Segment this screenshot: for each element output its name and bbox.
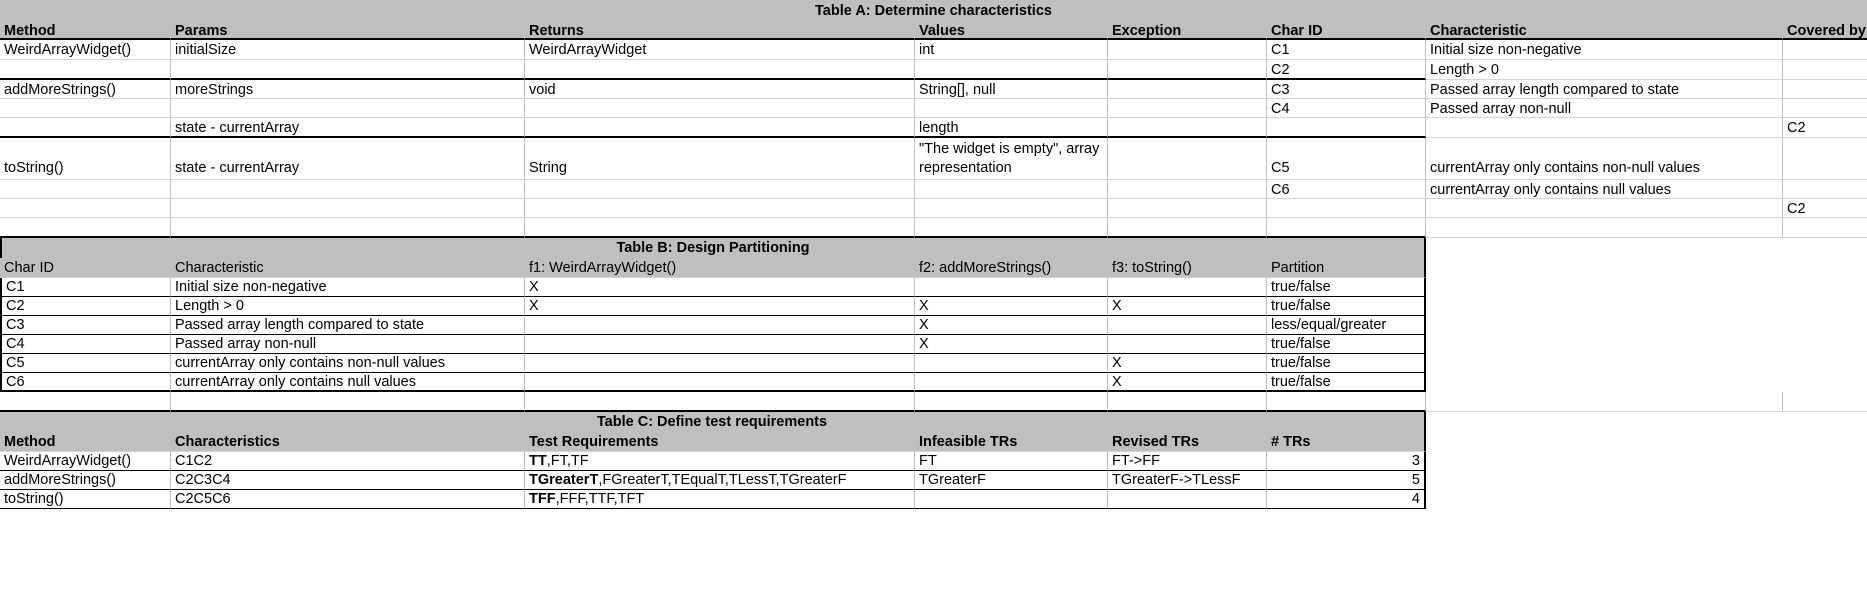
- table-cell[interactable]: X: [915, 297, 1108, 316]
- empty-cell[interactable]: [171, 218, 525, 238]
- table-row: [0, 335, 1426, 354]
- header-cell[interactable]: # TRs: [1267, 432, 1426, 452]
- table-cell[interactable]: X: [915, 335, 1108, 354]
- table-cell[interactable]: [525, 354, 915, 373]
- table-cell[interactable]: toString(): [0, 138, 171, 180]
- table-cell[interactable]: [0, 118, 171, 138]
- table-cell[interactable]: [0, 60, 171, 80]
- table-cell[interactable]: [525, 316, 915, 335]
- table-cell[interactable]: C2C5C6: [171, 490, 525, 509]
- table-cell[interactable]: [525, 180, 915, 199]
- empty-cell[interactable]: [915, 392, 1108, 412]
- table-cell[interactable]: FT: [915, 452, 1108, 471]
- table-cell[interactable]: [171, 180, 525, 199]
- table-cell[interactable]: WeirdArrayWidget(): [0, 40, 171, 60]
- table-row: [0, 452, 1426, 471]
- header-cell[interactable]: Characteristics: [171, 432, 525, 452]
- table-cell[interactable]: less/equal/greater: [1267, 316, 1426, 335]
- table-cell[interactable]: C1: [0, 278, 171, 297]
- table-cell[interactable]: currentArray only contains non-null values: [171, 354, 525, 373]
- table-cell[interactable]: currentArray only contains non-null values: [1426, 138, 1783, 180]
- table-cell[interactable]: TGreaterF: [915, 471, 1108, 490]
- table-row: [0, 297, 1426, 316]
- table-cell[interactable]: true/false: [1267, 354, 1426, 373]
- table-cell[interactable]: TGreaterF->TLessF: [1108, 471, 1267, 490]
- table-cell[interactable]: C6: [1267, 180, 1426, 199]
- table-cell[interactable]: [915, 490, 1108, 509]
- table-cell[interactable]: [171, 199, 525, 218]
- table-cell[interactable]: [915, 278, 1108, 297]
- empty-cell[interactable]: [1783, 392, 1867, 412]
- header-cell[interactable]: Covered by: [1783, 22, 1867, 40]
- table-cell[interactable]: WeirdArrayWidget: [525, 40, 915, 60]
- table-c-header: [0, 432, 1426, 452]
- table-cell[interactable]: X: [1108, 297, 1267, 316]
- spacer-row: [0, 218, 1867, 238]
- table-row: [0, 316, 1426, 335]
- table-cell[interactable]: true/false: [1267, 278, 1426, 297]
- table-cell[interactable]: currentArray only contains null values: [1426, 180, 1783, 199]
- table-cell[interactable]: [1426, 118, 1783, 138]
- table-row: [0, 490, 1426, 509]
- header-cell[interactable]: Infeasible TRs: [915, 432, 1108, 452]
- empty-cell[interactable]: [1267, 218, 1426, 238]
- table-cell[interactable]: addMoreStrings(): [0, 80, 171, 99]
- table-cell[interactable]: [1108, 99, 1267, 118]
- table-row: [0, 373, 1426, 392]
- table-cell[interactable]: Length > 0: [171, 297, 525, 316]
- test-requirements-cell[interactable]: [525, 452, 915, 471]
- table-cell[interactable]: 5: [1267, 471, 1426, 490]
- empty-cell[interactable]: [1426, 392, 1783, 412]
- table-cell[interactable]: toString(): [0, 490, 171, 509]
- table-cell[interactable]: [1108, 335, 1267, 354]
- header-cell[interactable]: f1: WeirdArrayWidget(): [525, 258, 915, 278]
- table-a-title: Table A: Determine characteristics: [815, 3, 1052, 19]
- header-cell[interactable]: Method: [0, 432, 171, 452]
- bold-requirement: TFF: [529, 491, 556, 507]
- table-cell[interactable]: C2C3C4: [171, 471, 525, 490]
- table-cell[interactable]: [1783, 180, 1867, 199]
- bold-requirement: TT: [529, 453, 547, 469]
- table-cell[interactable]: "The widget is empty", array representation: [915, 138, 1108, 180]
- empty-cell[interactable]: [1426, 218, 1783, 238]
- test-requirements-cell[interactable]: [525, 471, 915, 490]
- table-a-body: [0, 40, 1867, 218]
- table-cell[interactable]: C2: [0, 297, 171, 316]
- header-cell[interactable]: Test Requirements: [525, 432, 915, 452]
- table-cell[interactable]: length: [915, 118, 1108, 138]
- table-cell[interactable]: C5: [0, 354, 171, 373]
- table-cell[interactable]: Initial size non-negative: [171, 278, 525, 297]
- table-cell[interactable]: initialSize: [171, 40, 525, 60]
- other-requirements: ,FGreaterT,TEqualT,TLessT,TGreaterF: [598, 472, 847, 488]
- table-cell[interactable]: [1108, 80, 1267, 99]
- spacer-row: [0, 392, 1867, 412]
- table-cell[interactable]: [1108, 138, 1267, 180]
- table-row: [0, 278, 1426, 297]
- table-b-header: [0, 258, 1426, 278]
- other-requirements: ,FT,TF: [546, 453, 589, 469]
- table-cell[interactable]: [1783, 99, 1867, 118]
- table-cell[interactable]: int: [915, 40, 1108, 60]
- table-cell[interactable]: true/false: [1267, 335, 1426, 354]
- empty-cell[interactable]: [1267, 392, 1426, 412]
- header-cell[interactable]: Values: [915, 22, 1108, 40]
- table-cell[interactable]: [1108, 278, 1267, 297]
- header-cell[interactable]: Characteristic: [1426, 22, 1783, 40]
- table-cell[interactable]: [1783, 40, 1867, 60]
- table-cell[interactable]: true/false: [1267, 297, 1426, 316]
- table-cell[interactable]: X: [525, 278, 915, 297]
- table-row: [0, 40, 1867, 60]
- header-cell[interactable]: Params: [171, 22, 525, 40]
- empty-cell[interactable]: [1783, 218, 1867, 238]
- table-row: [0, 180, 1867, 199]
- header-cell[interactable]: Partition: [1267, 258, 1426, 278]
- table-cell[interactable]: [0, 180, 171, 199]
- table-cell[interactable]: X: [915, 316, 1108, 335]
- empty-cell[interactable]: [0, 218, 171, 238]
- header-cell[interactable]: Exception: [1108, 22, 1267, 40]
- table-cell[interactable]: [0, 199, 171, 218]
- table-c-title: Table C: Define test requirements: [0, 412, 1426, 432]
- table-cell[interactable]: X: [1108, 373, 1267, 392]
- table-row: [0, 199, 1867, 218]
- table-cell[interactable]: [1108, 316, 1267, 335]
- table-cell[interactable]: [1108, 60, 1267, 80]
- table-cell[interactable]: moreStrings: [171, 80, 525, 99]
- table-cell[interactable]: C3: [0, 316, 171, 335]
- table-cell[interactable]: [915, 99, 1108, 118]
- table-cell[interactable]: [171, 60, 525, 80]
- table-cell[interactable]: Initial size non-negative: [1426, 40, 1783, 60]
- bold-requirement: TGreaterT: [529, 472, 599, 488]
- table-cell[interactable]: C5: [1267, 138, 1426, 180]
- table-row: [0, 354, 1426, 373]
- table-b-body: [0, 278, 1867, 392]
- header-cell[interactable]: Characteristic: [171, 258, 525, 278]
- table-cell[interactable]: [525, 60, 915, 80]
- table-cell[interactable]: state - currentArray: [171, 118, 525, 138]
- table-cell[interactable]: String[], null: [915, 80, 1108, 99]
- table-cell[interactable]: [915, 60, 1108, 80]
- table-cell[interactable]: FT->FF: [1108, 452, 1267, 471]
- empty-cell[interactable]: [1108, 218, 1267, 238]
- table-cell[interactable]: C2: [1783, 118, 1867, 138]
- table-cell[interactable]: WeirdArrayWidget(): [0, 452, 171, 471]
- table-cell[interactable]: Passed array length compared to state: [1426, 80, 1783, 99]
- table-cell[interactable]: Passed array length compared to state: [171, 316, 525, 335]
- table-cell[interactable]: C3: [1267, 80, 1426, 99]
- table-cell[interactable]: Passed array non-null: [1426, 99, 1783, 118]
- table-cell[interactable]: [171, 99, 525, 118]
- empty-cell[interactable]: [525, 392, 915, 412]
- table-cell[interactable]: C1C2: [171, 452, 525, 471]
- test-requirements-cell[interactable]: [525, 490, 915, 509]
- empty-cell[interactable]: [1108, 392, 1267, 412]
- header-cell[interactable]: Char ID: [0, 258, 171, 278]
- empty-cell[interactable]: [0, 392, 171, 412]
- table-cell[interactable]: [1267, 199, 1426, 218]
- empty-cell[interactable]: [915, 218, 1108, 238]
- table-cell[interactable]: [1267, 118, 1426, 138]
- table-cell[interactable]: [1783, 60, 1867, 80]
- table-row: [0, 118, 1867, 138]
- empty-cell[interactable]: [171, 392, 525, 412]
- table-cell[interactable]: [1783, 80, 1867, 99]
- other-requirements: ,FFF,TTF,TFT: [555, 491, 645, 507]
- table-cell[interactable]: C6: [0, 373, 171, 392]
- table-row: [0, 80, 1867, 99]
- header-cell[interactable]: Returns: [525, 22, 915, 40]
- header-cell[interactable]: Revised TRs: [1108, 432, 1267, 452]
- table-cell[interactable]: C1: [1267, 40, 1426, 60]
- table-row: [0, 99, 1867, 118]
- table-cell[interactable]: [1426, 199, 1783, 218]
- table-cell[interactable]: Length > 0: [1426, 60, 1783, 80]
- table-cell[interactable]: 4: [1267, 490, 1426, 509]
- table-c-title-row: [0, 412, 1867, 432]
- table-cell[interactable]: [1108, 199, 1267, 218]
- table-cell[interactable]: [1108, 490, 1267, 509]
- table-cell[interactable]: C2: [1783, 199, 1867, 218]
- header-cell[interactable]: Method: [0, 22, 171, 40]
- table-cell[interactable]: [1108, 40, 1267, 60]
- table-cell[interactable]: [525, 373, 915, 392]
- table-cell[interactable]: C4: [0, 335, 171, 354]
- table-cell[interactable]: C2: [1267, 60, 1426, 80]
- table-cell[interactable]: [525, 199, 915, 218]
- table-cell[interactable]: [1108, 180, 1267, 199]
- table-b-title-row: [0, 238, 1867, 258]
- table-cell[interactable]: X: [525, 297, 915, 316]
- table-cell[interactable]: true/false: [1267, 373, 1426, 392]
- table-cell[interactable]: currentArray only contains null values: [171, 373, 525, 392]
- empty-cell[interactable]: [525, 218, 915, 238]
- table-cell[interactable]: void: [525, 80, 915, 99]
- table-row: [0, 138, 1867, 180]
- table-a-title-row: [0, 0, 1867, 22]
- table-cell[interactable]: [915, 180, 1108, 199]
- table-cell[interactable]: addMoreStrings(): [0, 471, 171, 490]
- table-row: [0, 471, 1426, 490]
- table-cell[interactable]: [1783, 138, 1867, 180]
- header-cell[interactable]: f3: toString(): [1108, 258, 1267, 278]
- table-cell[interactable]: C4: [1267, 99, 1426, 118]
- table-cell[interactable]: [915, 199, 1108, 218]
- table-cell[interactable]: state - currentArray: [171, 138, 525, 180]
- table-row: [0, 60, 1867, 80]
- table-cell[interactable]: [1108, 118, 1267, 138]
- table-cell[interactable]: 3: [1267, 452, 1426, 471]
- table-cell[interactable]: [915, 373, 1108, 392]
- table-cell[interactable]: Passed array non-null: [171, 335, 525, 354]
- table-cell[interactable]: [0, 99, 171, 118]
- table-b-title: Table B: Design Partitioning: [0, 238, 1426, 258]
- table-c-body: [0, 452, 1867, 509]
- table-cell[interactable]: String: [525, 138, 915, 180]
- table-cell[interactable]: X: [1108, 354, 1267, 373]
- table-a-header: [0, 22, 1867, 40]
- table-cell[interactable]: [915, 354, 1108, 373]
- table-cell[interactable]: [525, 335, 915, 354]
- header-cell[interactable]: Char ID: [1267, 22, 1426, 40]
- table-cell[interactable]: [525, 118, 915, 138]
- header-cell[interactable]: f2: addMoreStrings(): [915, 258, 1108, 278]
- table-cell[interactable]: [525, 99, 915, 118]
